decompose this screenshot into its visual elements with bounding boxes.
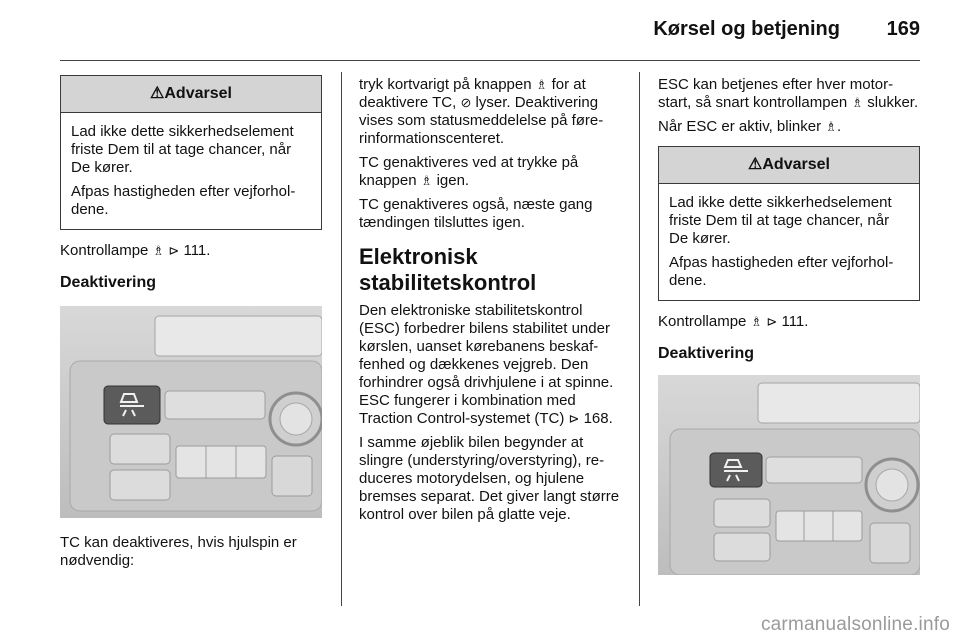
column-1 <box>60 75 322 576</box>
lamp-reference: Kontrollampe ♗ ⊳ 111. <box>658 313 809 330</box>
paragraph: Den elektroniske stabilitetskontrol (ESC) forbedrer bilens stabilitet under kørslen, uanset kørebanens beskaffenhed og dækkenes vejgreb. Den forhindrer også drivhjulene i at spinne. ESC fungerer i kombination med Traction Control-systemet (TC) ⊳ 168. <box>359 302 614 427</box>
warning-box <box>658 146 920 301</box>
column-divider-2 <box>639 72 640 606</box>
warning-header <box>659 147 919 184</box>
section-title: Kørsel og betjening <box>653 18 840 40</box>
section-heading: Elektronisk stabilitetskontrol <box>359 244 537 295</box>
reference-arrow-icon: ⊳ <box>168 243 180 258</box>
column-divider-1 <box>341 72 342 606</box>
warning-text: Lad ikke dette sikkerhedselement friste Dem til at tage chancer, når De kører. <box>669 194 892 247</box>
reference-arrow-icon: ⊳ <box>766 314 778 329</box>
warning-box <box>60 75 322 230</box>
lamp-reference: Kontrollampe ♗ ⊳ 111. <box>60 242 211 259</box>
esc-icon: ♗ <box>825 119 837 134</box>
header-rule <box>60 60 920 61</box>
paragraph: I samme øjeblik bilen begynder at slingre (understyring/overstyring), reduceres motorydelsen, og hjulene bremses separat. Det giver langt større kontrol over bilen på glatte veje. <box>359 434 620 523</box>
page-number: 169 <box>886 18 920 40</box>
section-heading: Deaktivering <box>658 345 755 362</box>
section-heading: Deaktivering <box>60 274 157 291</box>
warning-title: Advarsel <box>762 156 830 173</box>
dashboard-photo <box>60 306 322 518</box>
warning-text: Afpas hastigheden efter vejforholdene. <box>71 183 296 218</box>
column-3 <box>658 76 920 575</box>
warning-header <box>61 76 321 113</box>
warning-icon: ⚠ <box>748 156 763 173</box>
tc-off-icon: ⊘ <box>460 95 472 110</box>
warning-icon: ⚠ <box>150 85 165 102</box>
tc-icon: ♗ <box>152 243 165 258</box>
column-2 <box>359 76 623 530</box>
warning-text: Lad ikke dette sikkerhedselement friste Dem til at tage chancer, når De kører. <box>71 123 294 176</box>
tc-icon: ♗ <box>535 77 548 92</box>
photo-caption: TC kan deaktiveres, hvis hjulspin er nødvendig: <box>60 534 297 569</box>
esc-icon: ♗ <box>851 95 864 110</box>
esc-icon: ♗ <box>750 314 763 329</box>
warning-title: Advarsel <box>164 85 232 102</box>
warning-text: Afpas hastigheden efter vejforholdene. <box>669 254 894 289</box>
paragraph: Når ESC er aktiv, blinker ♗. <box>658 118 842 135</box>
dashboard-photo <box>658 375 920 575</box>
reference-arrow-icon: ⊳ <box>568 411 580 426</box>
paragraph: TC genaktiveres ved at trykke på knappen ♗ igen. <box>359 154 579 189</box>
paragraph: tryk kortvarigt på knappen ♗ for at deaktivere TC, ⊘ lyser. Deaktivering vises som statusmeddelelse på førerinformationscenteret. <box>359 76 604 147</box>
paragraph: ESC kan betjenes efter hver motorstart, så snart kontrollampen ♗ slukker. <box>658 76 919 111</box>
tc-icon: ♗ <box>420 173 433 188</box>
paragraph: TC genaktiveres også, næste gang tændingen tilsluttes igen. <box>359 196 593 231</box>
watermark-text: carmanualsonline.info <box>760 614 950 635</box>
